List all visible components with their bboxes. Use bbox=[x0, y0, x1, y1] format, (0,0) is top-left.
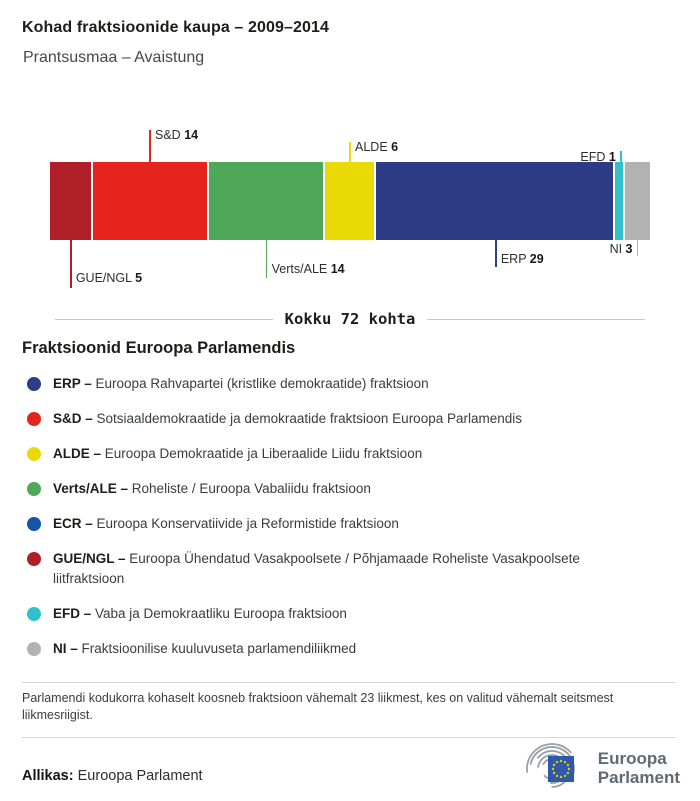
legend-dot-icon bbox=[27, 552, 41, 566]
legend-dot-icon bbox=[27, 607, 41, 621]
euroopa-parlament-logo bbox=[520, 742, 680, 794]
logo-line2: Parlament bbox=[597, 768, 680, 787]
legend-item-NI bbox=[27, 639, 667, 659]
legend-item-EFD bbox=[27, 604, 667, 624]
legend-abbr: ECR – bbox=[53, 516, 97, 531]
page-title: Kohad fraktsioonide kaupa – 2009–2014 bbox=[22, 19, 329, 36]
legend-text bbox=[53, 479, 371, 499]
bar-label-group: ERP bbox=[500, 252, 530, 266]
legend-dot-icon bbox=[27, 412, 41, 426]
bar-segment-Verts/ALE bbox=[207, 162, 323, 240]
legend-abbr: NI – bbox=[53, 641, 82, 656]
bar-label-group: S&D bbox=[155, 128, 185, 142]
legend-description: Roheliste / Euroopa Vabaliidu fraktsioon bbox=[131, 481, 371, 496]
footer-divider-bottom bbox=[22, 737, 676, 738]
logo-line1: Euroopa bbox=[597, 749, 667, 768]
legend-text bbox=[53, 549, 638, 589]
legend-abbr: ERP – bbox=[53, 376, 96, 391]
legend-description: Vaba ja Demokraatliku Euroopa fraktsioon bbox=[95, 606, 347, 621]
seats-bar bbox=[50, 162, 650, 240]
legend-description: Euroopa Ühendatud Vasakpoolsete / Põhjamaade Roheliste Vasakpoolsete liitfraktsioon bbox=[53, 551, 580, 586]
tick-line-NI bbox=[637, 240, 639, 256]
tick-line-ERP bbox=[495, 240, 497, 267]
seats-bar-chart bbox=[50, 120, 650, 295]
bar-label-S&D bbox=[155, 128, 198, 142]
bar-segment-GUE/NGL bbox=[50, 162, 91, 240]
bar-segment-NI bbox=[623, 162, 650, 240]
legend-description: Euroopa Rahvapartei (kristlike demokraatide) fraktsioon bbox=[95, 376, 429, 391]
bar-label-seats: 6 bbox=[391, 140, 399, 154]
legend-text bbox=[53, 409, 522, 429]
footer-divider-top bbox=[22, 682, 676, 683]
bar-label-ALDE bbox=[355, 140, 398, 154]
bar-label-seats: 14 bbox=[184, 128, 199, 142]
source-line bbox=[22, 768, 203, 784]
legend-heading: Fraktsioonid Euroopa Parlamendis bbox=[22, 339, 296, 357]
tick-line-Verts/ALE bbox=[266, 240, 268, 278]
legend-dot-icon bbox=[27, 642, 41, 656]
legend-abbr: EFD – bbox=[53, 606, 96, 621]
legend-text bbox=[53, 604, 347, 624]
legend-item-S&D bbox=[27, 409, 667, 429]
legend-list bbox=[27, 374, 667, 674]
tick-line-GUE/NGL bbox=[70, 240, 72, 288]
bar-label-NI bbox=[610, 242, 633, 256]
page-subtitle: Prantsusmaa – Avaistung bbox=[23, 49, 205, 66]
bar-label-seats: 5 bbox=[135, 271, 143, 285]
legend-item-ALDE bbox=[27, 444, 667, 464]
bar-label-group: NI bbox=[609, 242, 626, 256]
legend-description: Sotsiaaldemokraatide ja demokraatide fraktsioon Euroopa Parlamendis bbox=[96, 411, 523, 426]
legend-text bbox=[53, 444, 422, 464]
tick-line-ALDE bbox=[349, 142, 351, 162]
bar-label-seats: 3 bbox=[625, 242, 633, 256]
legend-dot-icon bbox=[27, 447, 41, 461]
legend-abbr: GUE/NGL – bbox=[53, 551, 130, 566]
bar-label-group: ALDE bbox=[355, 140, 392, 154]
divider-line-right bbox=[427, 319, 645, 320]
bar-label-seats: 1 bbox=[608, 150, 616, 164]
legend-abbr: Verts/ALE – bbox=[53, 481, 132, 496]
legend-item-GUE/NGL bbox=[27, 549, 667, 589]
logo-text bbox=[598, 749, 680, 787]
bar-label-Verts/ALE bbox=[272, 262, 345, 276]
bar-label-ERP bbox=[501, 252, 544, 266]
legend-description: Euroopa Konservatiivide ja Reformistide fraktsioon bbox=[96, 516, 399, 531]
footnote: Parlamendi kodukorra kohaselt koosneb fraktsioon vähemalt 23 liikmest, kes on valitud vähemalt seitsmest liikmesriigist. bbox=[22, 691, 614, 722]
bar-segment-ERP bbox=[374, 162, 613, 240]
bar-label-GUE/NGL bbox=[76, 271, 142, 285]
bar-label-group: GUE/NGL bbox=[75, 271, 136, 285]
legend-description: Euroopa Demokraatide ja Liberaalide Liidu fraktsioon bbox=[104, 446, 423, 461]
ep-hemicycle-flag-icon bbox=[520, 742, 590, 794]
bar-segment-ALDE bbox=[323, 162, 374, 240]
bar-label-EFD bbox=[580, 150, 615, 164]
legend-abbr: ALDE – bbox=[53, 446, 105, 461]
divider-line-left bbox=[55, 319, 273, 320]
bar-segment-S&D bbox=[91, 162, 207, 240]
legend-dot-icon bbox=[27, 482, 41, 496]
legend-item-ECR bbox=[27, 514, 667, 534]
bar-label-group: EFD bbox=[580, 150, 609, 164]
total-seats-label: Kokku 72 kohta bbox=[284, 310, 416, 328]
tick-line-S&D bbox=[149, 130, 151, 162]
legend-item-ERP bbox=[27, 374, 667, 394]
bar-label-seats: 29 bbox=[529, 252, 544, 266]
legend-abbr: S&D – bbox=[53, 411, 97, 426]
legend-item-Verts/ALE bbox=[27, 479, 667, 499]
tick-line-EFD bbox=[620, 151, 622, 162]
legend-text bbox=[53, 374, 429, 394]
legend-description: Fraktsioonilise kuuluvuseta parlamendiliikmed bbox=[81, 641, 357, 656]
legend-text bbox=[53, 639, 356, 659]
total-seats-divider bbox=[55, 310, 645, 328]
bar-segment-EFD bbox=[613, 162, 623, 240]
source-label: Allikas: bbox=[22, 768, 74, 784]
legend-dot-icon bbox=[27, 377, 41, 391]
legend-text bbox=[53, 514, 399, 534]
source-value: Euroopa Parlament bbox=[77, 768, 203, 784]
bar-label-seats: 14 bbox=[330, 262, 345, 276]
legend-dot-icon bbox=[27, 517, 41, 531]
bar-label-group: Verts/ALE bbox=[271, 262, 331, 276]
